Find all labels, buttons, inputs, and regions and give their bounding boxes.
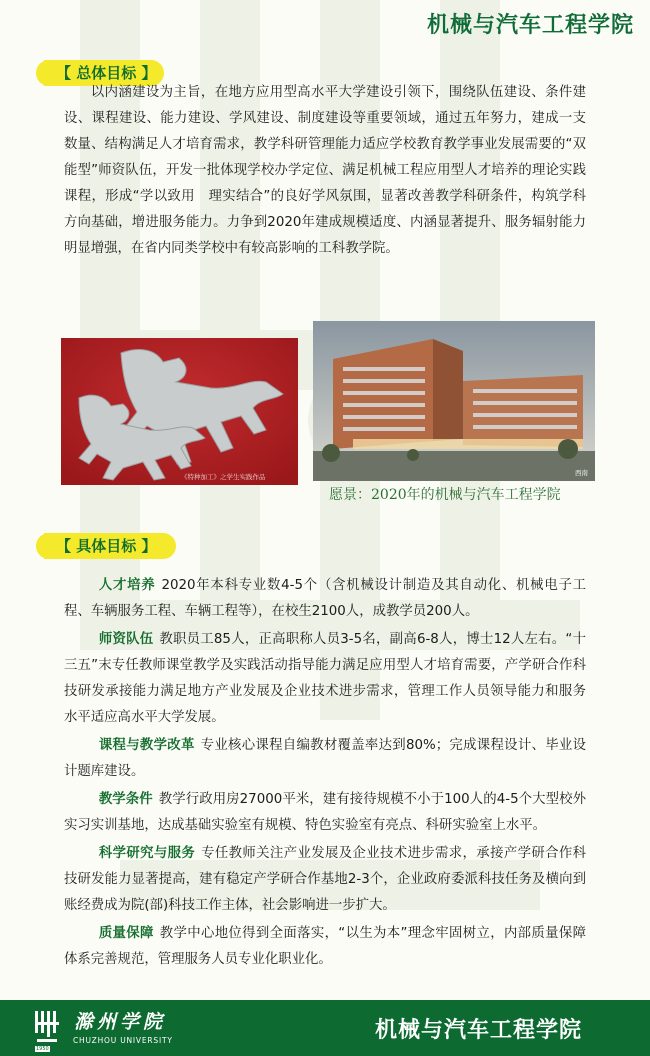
goal-text: 2020年本科专业数4-5个（含机械设计制造及其自动化、机械电子工程、车辆服务工程、车辆工程等），在校生2100人，成教学员200人。 bbox=[64, 578, 587, 619]
goal-item-quality bbox=[64, 921, 586, 973]
building-rendering-photo bbox=[313, 321, 595, 481]
building-image bbox=[313, 321, 595, 481]
header-title: 机械与汽车工程学院 bbox=[426, 12, 634, 38]
goal-label: 科学研究与服务 bbox=[98, 846, 196, 861]
overview-paragraph: 以内涵建设为主旨，在地方应用型高水平大学建设引领下，围绕队伍建设、条件建设、课程建设、能力建设、学风建设、制度建设等重要领域，通过五年努力，建成一支数量、结构满足人才培育需求，教学科研管理能力适应学校教育教学事业发展需要的“双能型”师资队伍，开发一批体现学校办学定位、满足机械工程应用型人才培养的理论实践课程，形成“学以致用 理实结合”的良好学风氛围，显著改善教学科研条件，构筑学科方向基础，增进服务能力。力争到2020年建成规模适度、内涵显著提升、服务辐射能力明显增强，在省内同类学校中有较高影响的工科教学院。 bbox=[64, 85, 586, 256]
overview-heading: 【 总体目标 】 bbox=[44, 60, 164, 86]
footer-school-name: 滁州学院 bbox=[74, 1011, 167, 1033]
goal-label: 课程与教学改革 bbox=[98, 738, 195, 753]
goal-item-conditions bbox=[64, 787, 586, 839]
horse-sculpture-image bbox=[61, 338, 298, 485]
building-corner-label: 西南 bbox=[575, 469, 588, 477]
goal-item-faculty bbox=[64, 627, 586, 731]
goal-label: 教学条件 bbox=[98, 792, 153, 807]
university-logo-icon bbox=[34, 1009, 60, 1045]
goal-text: 专业核心课程自编教材覆盖率达到80%；完成课程设计、毕业设计题库建设。 bbox=[64, 738, 587, 779]
goal-text: 专任教师关注产业发展及企业技术进步需求，承接产学研合作科技研发能力显著提高，建有稳定产学研合作基地2-3个，企业政府委派科技任务及横向到账经费成为院(部)科技工作主体，社会影响进一步扩大。 bbox=[64, 846, 587, 913]
goal-text: 教学行政用房27000平米，建有接待规模不小于100人的4-5个大型校外实习实训基地，达成基础实验室有规模、特色实验室有亮点、科研实验室上水平。 bbox=[64, 792, 587, 833]
goal-label: 人才培养 bbox=[98, 578, 156, 593]
footer-university-english: CHUZHOU UNIVERSITY bbox=[73, 1036, 173, 1045]
goal-text: 教学中心地位得到全面落实，“以生为本”理念牢固树立，内部质量保障体系完善规范，管理服务人员专业化职业化。 bbox=[64, 926, 586, 967]
goal-label: 质量保障 bbox=[98, 926, 154, 941]
horse-artwork-photo bbox=[61, 338, 298, 485]
goal-text: 教职员工85人，正高职称人员3-5名，副高6-8人，博士12人左右。“十三五”末专任教师课堂教学及实践活动指导能力满足应用型人才培育需要，产学研合作科技研发承接能力满足地方产业发展及企业技术进步需求，管理工作人员领导能力和服务水平适应高水平大学发展。 bbox=[64, 632, 586, 725]
horse-artwork-caption: 《特种加工》之学生实践作品 bbox=[181, 473, 266, 481]
footer-bar bbox=[0, 1000, 650, 1056]
specific-heading: 【 具体目标 】 bbox=[44, 533, 176, 559]
footer-title: 机械与汽车工程学院 bbox=[374, 1017, 582, 1043]
goal-label: 师资队伍 bbox=[98, 632, 154, 647]
goal-item-research bbox=[64, 841, 586, 919]
building-caption: 愿景：2020年的机械与汽车工程学院 bbox=[329, 487, 561, 503]
founding-year: 1950 bbox=[36, 1046, 49, 1052]
goal-item-talent bbox=[64, 573, 586, 625]
goal-item-curriculum bbox=[64, 733, 586, 785]
